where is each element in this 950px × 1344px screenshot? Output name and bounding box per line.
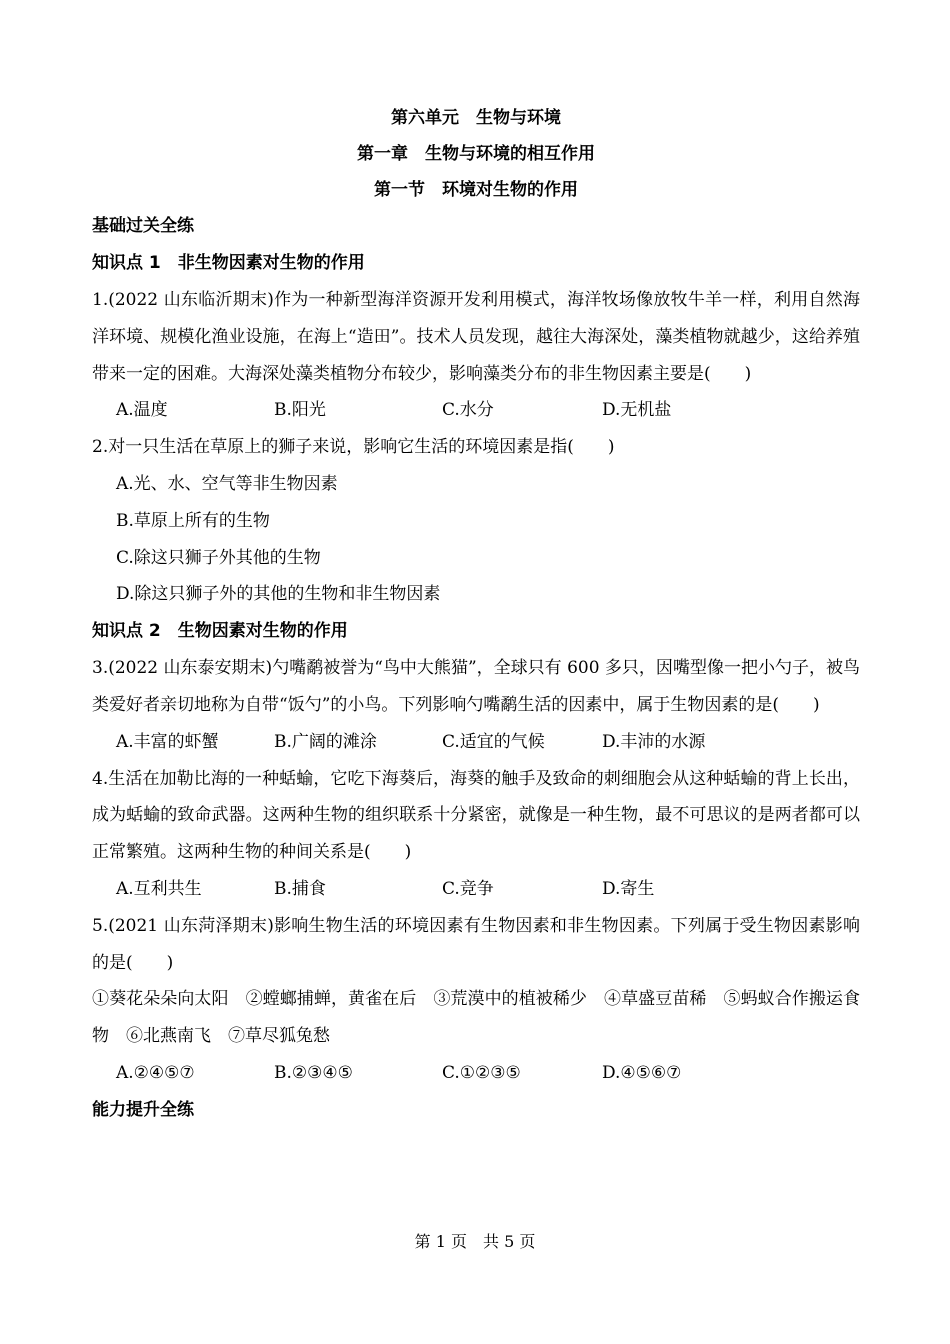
unit-title: 第六单元 生物与环境 [391, 108, 561, 128]
option-a: A.光、水、空气等非生物因素 [116, 473, 338, 494]
ability-practice-heading: 能力提升全练 [92, 1099, 194, 1120]
option-c: C.竞争 [442, 878, 494, 899]
knowledge-point-2-heading: 知识点 2 生物因素对生物的作用 [92, 621, 348, 642]
option-c: C.除这只狮子外其他的生物 [116, 547, 321, 568]
option-d: D.④⑤⑥⑦ [602, 1062, 682, 1083]
question-2 [92, 429, 860, 613]
option-c: C.水分 [442, 400, 494, 421]
question-5 [92, 908, 860, 1092]
option-a: A.②④⑤⑦ [116, 1062, 195, 1083]
question-2-stem: 2.对一只生活在草原上的狮子来说，影响它生活的环境因素是指( ) [92, 437, 615, 458]
option-a: A.丰富的虾蟹 [116, 731, 219, 752]
question-1-options [92, 392, 860, 429]
question-3-stem: 3.(2022 山东泰安期末)勺嘴鹬被誉为“鸟中大熊猫”，全球只有 600 多只，因嘴型像一把小勺子，被鸟类爱好者亲切地称为自带“饭勺”的小鸟。下列影响勺嘴鹬生活的因素中，属于生物因素的是( ) [92, 658, 860, 715]
question-4-options [92, 871, 860, 908]
page-footer: 第 1 页 共 5 页 [414, 1232, 536, 1251]
option-b: B.草原上所有的生物 [116, 510, 270, 531]
basic-practice-heading: 基础过关全练 [92, 216, 194, 236]
question-5-stem: 5.(2021 山东菏泽期末)影响生物生活的环境因素有生物因素和非生物因素。下列属于受生物因素影响的是( ) [92, 915, 860, 973]
option-b: B.捕食 [274, 878, 326, 899]
option-d: D.除这只狮子外的其他的生物和非生物因素 [116, 584, 441, 605]
option-a: A.温度 [116, 400, 168, 421]
knowledge-point-1-heading: 知识点 1 非生物因素对生物的作用 [92, 253, 365, 273]
option-b: B.②③④⑤ [274, 1062, 353, 1083]
question-5-items: ①葵花朵朵向太阳 ②螳螂捕蝉，黄雀在后 ③荒漠中的植被稀少 ④草盛豆苗稀 ⑤蚂蚁合作搬运食物 ⑥北燕南飞 ⑦草尽狐兔愁 [92, 989, 860, 1047]
chapter-title: 第一章 生物与环境的相互作用 [357, 144, 595, 164]
option-b: B.广阔的滩涂 [274, 731, 377, 752]
document-page [92, 100, 860, 1129]
option-d: D.丰沛的水源 [602, 731, 706, 752]
question-1 [92, 282, 860, 429]
question-3 [92, 650, 860, 760]
question-4-stem: 4.生活在加勒比海的一种蛞蝓，它吃下海葵后，海葵的触手及致命的刺细胞会从这种蛞蝓的背上长出，成为蛞蝓的致命武器。这两种生物的组织联系十分紧密，就像是一种生物，最不可思议的是两者都可以正常繁殖。这两种生物的种间关系是( ) [92, 768, 860, 863]
option-c: C.适宜的气候 [442, 731, 545, 752]
option-d: D.无机盐 [602, 400, 672, 421]
question-5-options [92, 1055, 860, 1092]
option-d: D.寄生 [602, 878, 655, 899]
question-4 [92, 761, 860, 908]
question-1-stem: 1.(2022 山东临沂期末)作为一种新型海洋资源开发利用模式，海洋牧场像放牧牛羊一样，利用自然海洋环境、规模化渔业设施，在海上“造田”。技术人员发现，越往大海深处，藻类植物就越少，这给养殖带来一定的困难。大海深处藻类植物分布较少，影响藻类分布的非生物因素主要是( ) [92, 290, 860, 384]
question-3-options [92, 724, 860, 761]
option-c: C.①②③⑤ [442, 1062, 521, 1083]
option-b: B.阳光 [274, 400, 326, 421]
section-title: 第一节 环境对生物的作用 [374, 180, 578, 200]
option-a: A.互利共生 [116, 878, 202, 899]
